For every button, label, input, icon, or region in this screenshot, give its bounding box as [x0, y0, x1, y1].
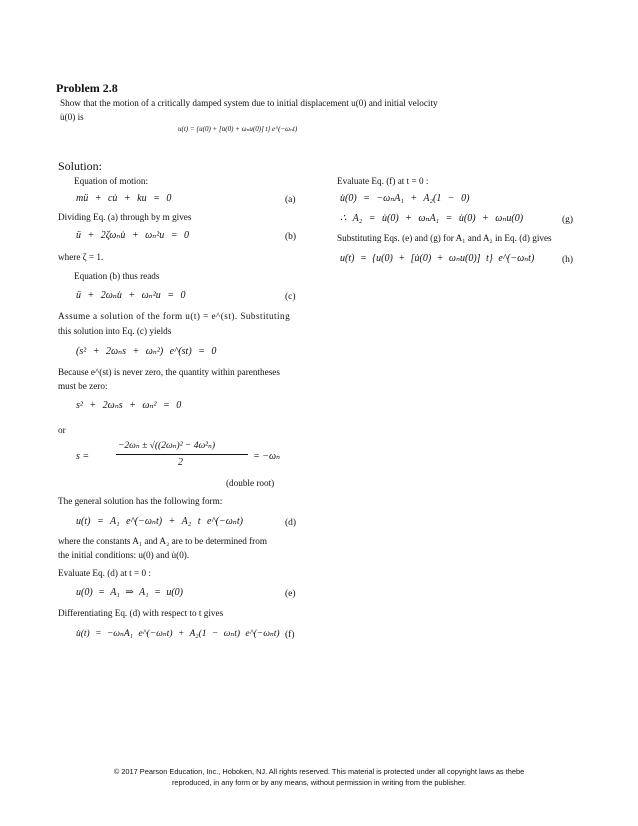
- equation-e: [76, 587, 183, 598]
- root-variable: s =: [76, 451, 90, 462]
- equation-a-text: mü + cu̇ + ku = 0: [76, 193, 172, 204]
- equation-b-tag: (b): [285, 232, 297, 242]
- equation-b-text: ü + 2ζωₙu̇ + ωₙ²u = 0: [76, 230, 189, 241]
- problem-statement-line1: Show that the motion of a critically damped system due to initial displacement u(0) and initial velocity: [60, 98, 438, 108]
- constants-line1: where the constants A₁ and A₂ are to be determined from: [58, 536, 267, 546]
- dividing-text: Dividing Eq. (a) through by m gives: [58, 212, 192, 222]
- problem-statement-line2: u̇(0) is: [60, 112, 84, 122]
- equation-c: [76, 290, 185, 301]
- equation-substituted: [76, 346, 216, 357]
- copyright-line1: © 2017 Pearson Education, Inc., Hoboken, NJ. All rights reserved. This material is protected under all copyright laws as thebe: [113, 767, 525, 776]
- double-root-note: (double root): [226, 478, 275, 488]
- equation-h-text: u(t) = {u(0) + [u̇(0) + ωₙu(0)] t} e^(−ωₙt): [340, 253, 535, 264]
- problem-formula: [178, 125, 297, 133]
- or-text: or: [58, 425, 66, 435]
- equation-a-tag: (a): [285, 195, 296, 205]
- equation-d-text: u(t) = A₁ e^(−ωₙt) + A₂ t e^(−ωₙt): [76, 516, 243, 527]
- where-zeta-text: where ζ = 1.: [58, 252, 104, 262]
- equation-characteristic-text: s² + 2ωₙs + ωₙ² = 0: [76, 400, 182, 411]
- root-result: = −ωₙ: [253, 451, 281, 462]
- equation-f-text: u̇(t) = −ωₙA₁ e^(−ωₙt) + A₂(1 − ωₙt) e^(−ωₙt): [76, 629, 280, 639]
- because-line2: must be zero:: [58, 381, 108, 391]
- equation-d: [76, 516, 243, 527]
- equation-h: [340, 253, 534, 264]
- equation-g-tag: (g): [562, 215, 574, 225]
- equation-f-at-zero-text: u̇(0) = −ωₙA₁ + A₂(1 − 0): [340, 193, 470, 204]
- root-denominator: 2: [178, 457, 183, 468]
- equation-c-text: ü + 2ωₙu̇ + ωₙ²u = 0: [76, 290, 186, 301]
- root-fraction-bar: [116, 454, 248, 455]
- reads-text: Equation (b) thus reads: [74, 271, 160, 281]
- equation-d-tag: (d): [285, 518, 297, 528]
- constants-line2: the initial conditions: u(0) and u̇(0).: [58, 550, 190, 560]
- root-numerator: −2ωₙ ± √((2ωₙ)² − 4ω²ₙ): [118, 441, 216, 451]
- equation-h-tag: (h): [562, 255, 574, 265]
- assume-line1: Assume a solution of the form u(t) = e^(st). Substituting: [58, 311, 291, 321]
- equation-f-tag: (f): [285, 630, 295, 640]
- equation-g-text: ∴ A₂ = u̇(0) + ωₙA₁ = u̇(0) + ωₙu(0): [340, 213, 524, 224]
- equation-e-text: u(0) = A₁ ⇒ A₁ = u(0): [76, 587, 184, 598]
- solution-heading: Solution:: [58, 159, 103, 173]
- differentiating-text: Differentiating Eq. (d) with respect to t gives: [58, 608, 224, 618]
- evaluate-d-text: Evaluate Eq. (d) at t = 0 :: [58, 568, 151, 578]
- problem-formula-text: u(t) = {u(0) + [u̇(0) + ωₙu(0)] t} e^(−ωₙt): [178, 125, 298, 133]
- equation-f: [76, 628, 280, 639]
- equation-b: [76, 230, 189, 241]
- general-solution-text: The general solution has the following form:: [58, 496, 223, 506]
- eq-motion-label: Equation of motion:: [74, 176, 149, 186]
- equation-e-tag: (e): [285, 589, 296, 599]
- problem-title: Problem 2.8: [56, 81, 118, 95]
- because-line1: Because e^(st) is never zero, the quantity within parentheses: [58, 367, 280, 377]
- assume-line2: this solution into Eq. (c) yields: [58, 326, 172, 336]
- substituting-text: Substituting Eqs. (e) and (g) for A₁ and A₂ in Eq. (d) gives: [337, 233, 552, 243]
- equation-characteristic: [76, 400, 181, 411]
- copyright-line2: reproduced, in any form or by any means, without permission in writing from the publisher.: [171, 778, 467, 787]
- equation-g: [340, 213, 523, 224]
- equation-substituted-text: (s² + 2ωₙs + ωₙ²) e^(st) = 0: [76, 346, 217, 357]
- equation-f-at-zero: [340, 193, 469, 204]
- evaluate-f-text: Evaluate Eq. (f) at t = 0 :: [337, 176, 429, 186]
- equation-a: [76, 193, 171, 204]
- equation-c-tag: (c): [285, 292, 296, 302]
